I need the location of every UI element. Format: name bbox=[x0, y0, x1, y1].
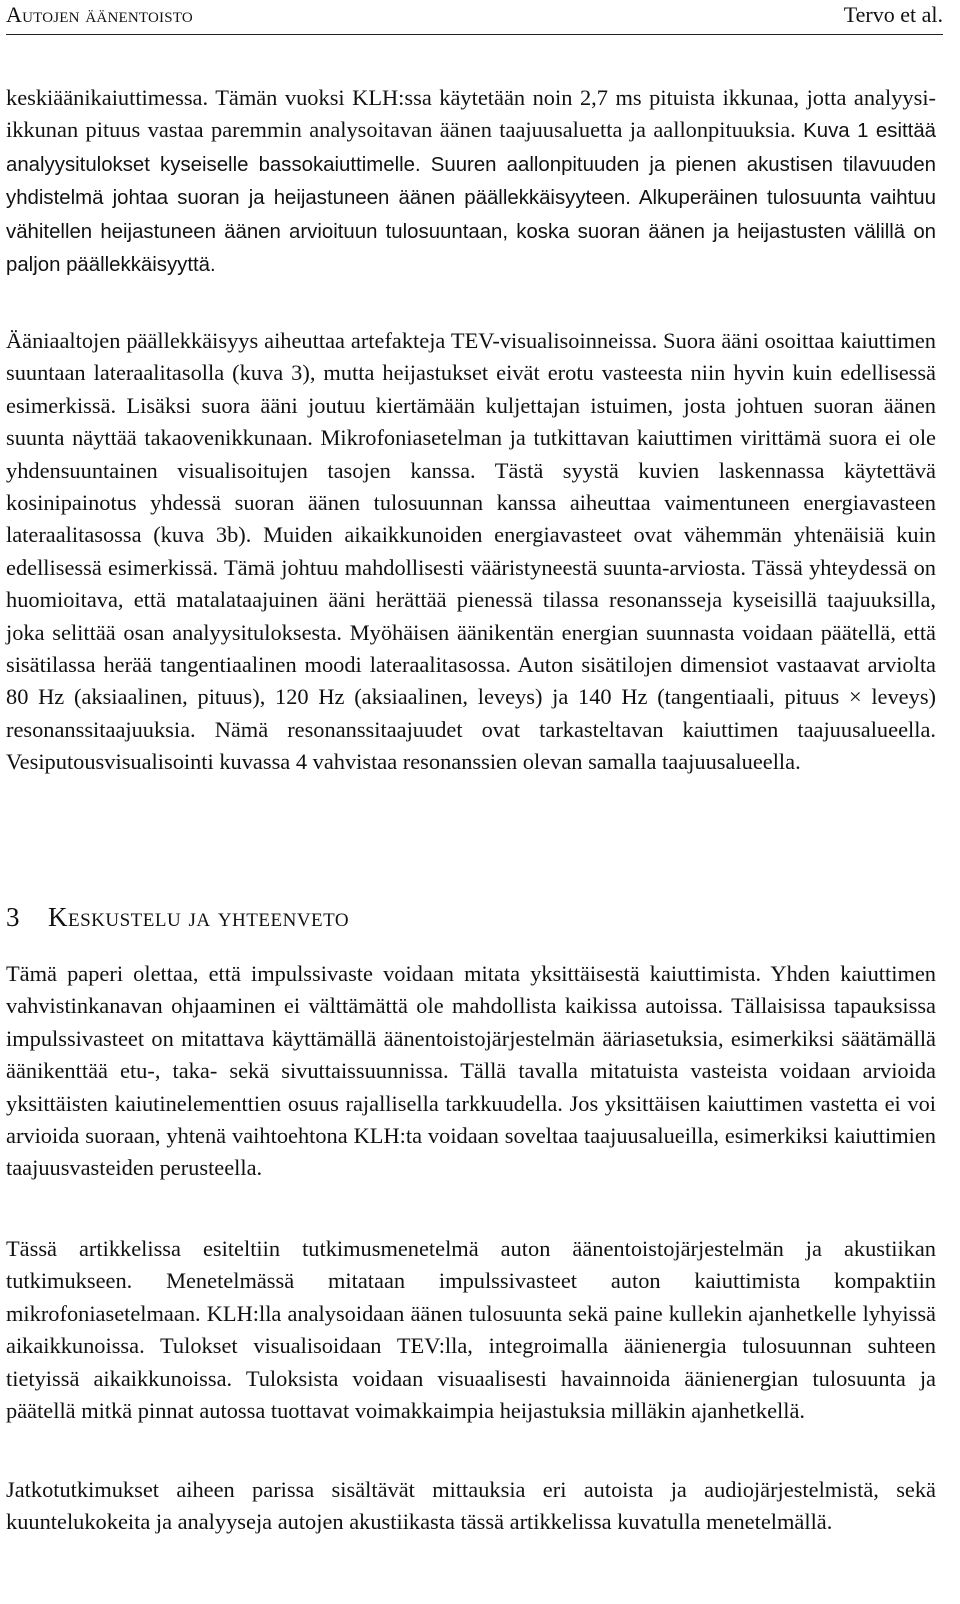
paragraph-1-part-a: keskiäänikaiuttimessa. Tämän vuoksi KLH:ssa käytetään noin 2,7 ms pituista ikkunaa, jotta analyysi-ikkunan pituus vastaa paremmin analysoitavan äänen taajuusaluetta ja aallonpituuksia. bbox=[6, 85, 936, 143]
paragraph-4: Tässä artikkelissa esiteltiin tutkimusmenetelmä auton äänentoistojärjestelmän ja akustiikan tutkimukseen. Menetelmässä mitataan impulssivasteet auton kaiuttimista kompaktiin mikrofoniasetelmaan. KLH:lla analysoidaan äänen tulosuunta sekä paine kullekin ajanhetkelle lyhyissä aikaikkunoissa. Tulokset visualisoidaan TEV:lla, integroimalla äänienergia tulosuunnan suhteen tietyissä aikaikkunoissa. Tuloksista voidaan visuaalisesti havainnoida äänienergian tulosuunta ja päätellä mitkä pinnat autossa tuottavat voimakkaimpia heijastuksia milläkin ajanhetkellä. bbox=[6, 1236, 936, 1424]
section-heading bbox=[6, 900, 906, 934]
paragraph-5: Jatkotutkimukset aiheen parissa sisältävät mittauksia eri autoista ja audiojärjestelmistä, sekä kuuntelukokeita ja analyyseja autojen akustiikasta tässä artikkelissa kuvatulla menetelmällä. bbox=[6, 1477, 936, 1535]
paragraph-2: Ääniaaltojen päällekkäisyys aiheuttaa artefakteja TEV-visualisoinneissa. Suora ääni osoittaa kaiuttimen suuntaan lateraalitasolla (kuva 3), mutta heijastukset eivät erotu vasteesta niin hyvin kuin edellisessä esimerkissä. Lisäksi suora ääni joutuu kiertämään kuljettajan istuimen, josta johtuen suoran äänen suunta näyttää takaovenikkunaan. Mikrofoniasetelman ja tutkittavan kaiuttimen virittämä suora ei ole yhdensuuntainen visualisoitujen tasojen kanssa. Tästä syystä kuvien laskennassa käytettävä kosinipainotus yhdessä suoran äänen tulosuunnan kanssa aiheuttaa vaimentuneen energiavasteen lateraalitasossa (kuva 3b). Muiden aikaikkunoiden energiavasteet ovat vähemmän yhtenäisiä kuin edellisessä esimerkissä. Tämä johtuu mahdollisesti vääristyneestä suunta-arviosta. Tässä yhteydessä on huomioitava, että matalataajuinen ääni herättää pienessä tilassa resonansseja kyseisillä taajuuksilla, joka selittää osan analyysituloksesta. Myöhäisen äänikentän energian suunnasta voidaan päätellä, että sisätilassa herää tangentiaalinen moodi lateraalitasossa. Auton sisätilojen dimensiot vastaavat arviolta 80 Hz (aksiaalinen, pituus), 120 Hz (aksiaalinen, leveys) ja 140 Hz (tangentiaali, pituus × leveys) resonanssitaajuuksia. Nämä resonanssitaajuudet ovat tarkasteltavan kaiuttimen taajuusalueella. Vesiputousvisualisointi kuvassa 4 vahvistaa resonanssien olevan samalla taajuusalueella. bbox=[6, 328, 936, 775]
section-number: 3 bbox=[6, 902, 20, 933]
running-title: Autojen äänentoisto bbox=[6, 2, 193, 27]
running-header bbox=[6, 0, 943, 35]
paragraph-3: Tämä paperi olettaa, että impulssivaste voidaan mitata yksittäisestä kaiuttimista. Yhden kaiuttimen vahvistinkanavan ohjaaminen ei välttämättä ole mahdollista kaikissa autoissa. Tällaisissa tapauksissa impulssivasteet on mitattava käyttämällä äänentoistojärjestelmän ääriasetuksia, esimerkiksi säätämällä äänikenttää etu-, taka- sekä sivuttaissuunnissa. Tällä tavalla mitatuista vasteista voidaan arvioida yksittäisten kaiutinelementtien osuus rajallisella tarkkuudella. Jos yksittäisen kaiuttimen vastetta ei voi arvioida suoraan, yhtenä vaihtoehtona KLH:ta voidaan soveltaa taajuusalueilla, esimerkiksi kaiuttimien taajuusvasteiden perusteella. bbox=[6, 961, 936, 1181]
paragraph-1-part-b: Kuva 1 esittää analyysitulokset kyseiselle bassokaiuttimelle. Suuren aallonpituuden ja pienen akustisen tilavuuden yhdistelmä johtaa suoran ja heijastuneen äänen päällekkäisyyteen. Alkuperäinen tulosuunta vaihtuu vähitellen heijastuneen äänen arvioituun tulosuuntaan, koska suoran äänen ja heijastusten välillä on paljon päällekkäisyyttä. bbox=[6, 120, 936, 277]
running-author: Tervo et al. bbox=[843, 2, 943, 27]
section-title: Keskustelu ja yhteenveto bbox=[48, 902, 350, 933]
paragraph-1 bbox=[6, 82, 936, 281]
